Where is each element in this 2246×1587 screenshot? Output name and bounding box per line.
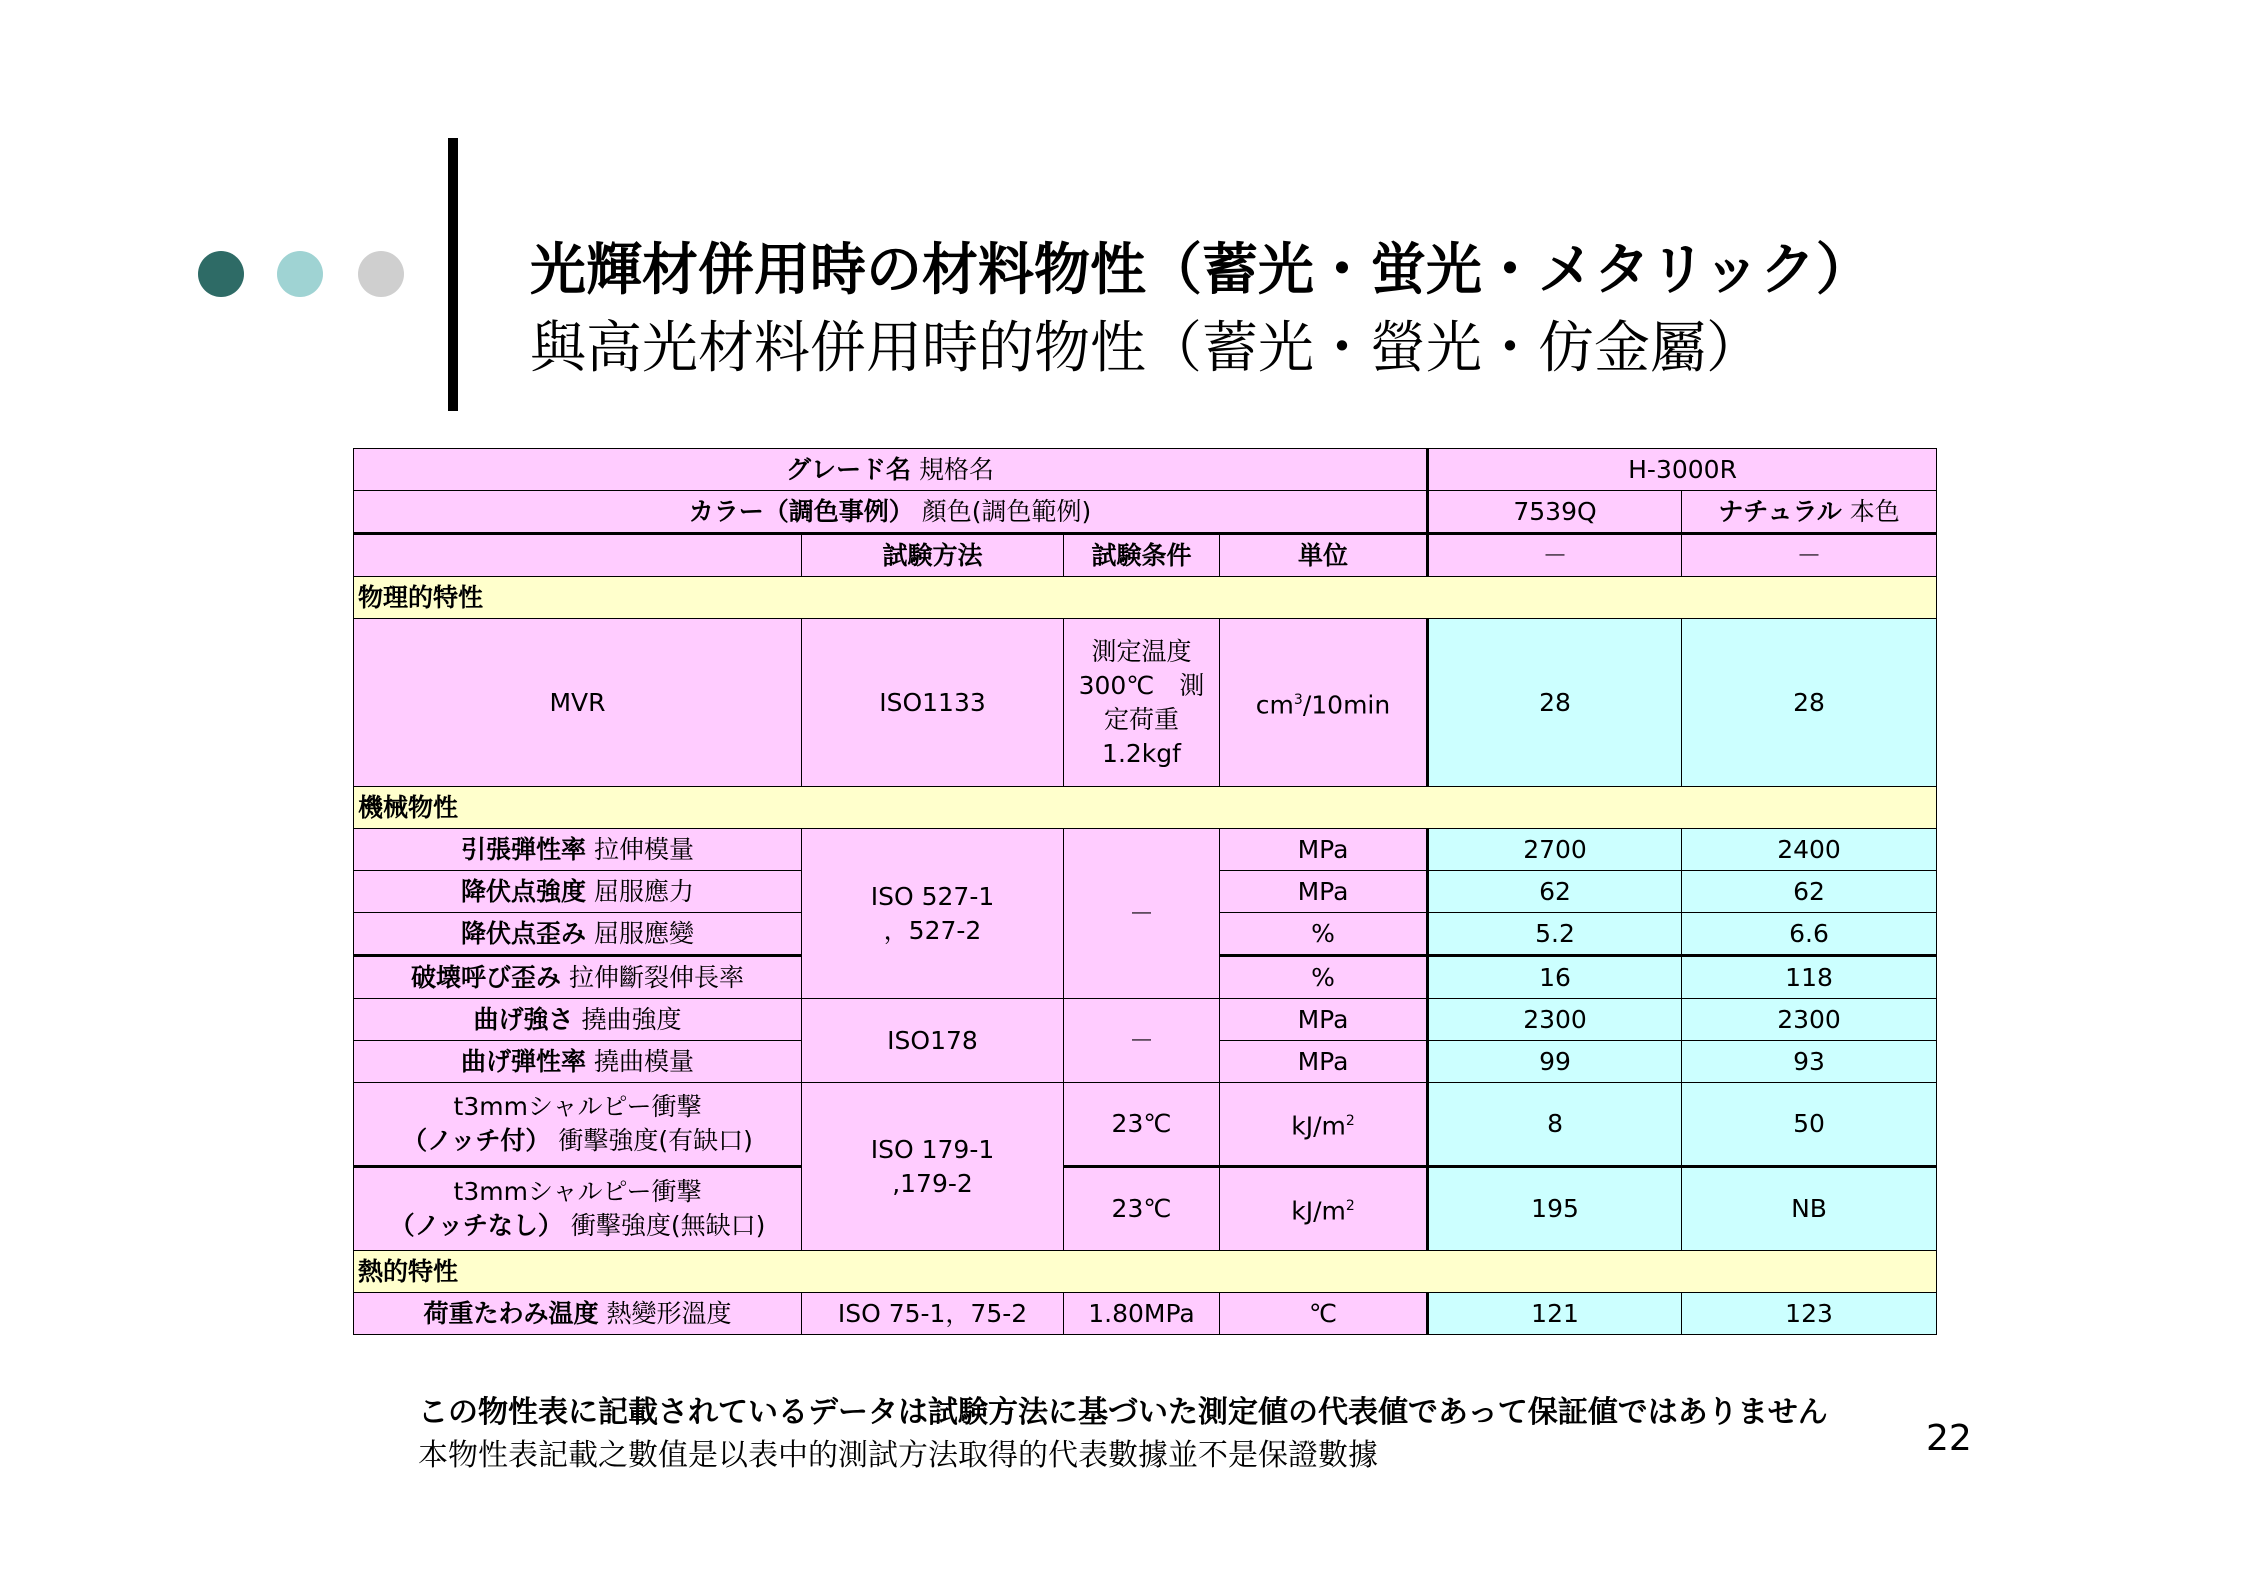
mvr-method: ISO1133	[802, 619, 1064, 787]
color-label: カラー（調色事例） 顏色(調色範例)	[354, 491, 1428, 534]
footnote-chinese: 本物性表記載之數值是以表中的測試方法取得的代表數據並不是保證數據	[418, 1438, 1378, 1473]
property-name: 曲げ強さ 撓曲強度	[354, 999, 802, 1041]
charpy-method: ISO 179-1 ,179-2	[802, 1083, 1064, 1251]
property-name: 曲げ弾性率 撓曲模量	[354, 1041, 802, 1083]
condition: 23℃	[1064, 1083, 1220, 1167]
table-row	[354, 999, 1937, 1041]
title-chinese: 與高光材料併用時的物性（蓄光・螢光・仿金屬）	[530, 316, 1762, 381]
table-row-charpy-unnotched	[354, 1167, 1937, 1251]
property-name: 引張弾性率 拉伸模量	[354, 829, 802, 871]
section-mechanical	[354, 787, 1937, 829]
condition: 23℃	[1064, 1167, 1220, 1251]
value-1: 8	[1428, 1083, 1682, 1167]
footnote-japanese: この物性表に記載されているデータは試験方法に基づいた測定値の代表値であって保証値ではありません	[418, 1395, 1828, 1430]
flex-method: ISO178	[802, 999, 1064, 1083]
value-2: 62	[1682, 871, 1937, 913]
unit: MPa	[1220, 829, 1428, 871]
value-1: 2700	[1428, 829, 1682, 871]
table-row-charpy-notched	[354, 1083, 1937, 1167]
value-2: 2300	[1682, 999, 1937, 1041]
light-teal-dot	[277, 251, 323, 297]
value-1: 5.2	[1428, 913, 1682, 956]
value-2: 118	[1682, 956, 1937, 999]
value-1: 121	[1428, 1293, 1682, 1335]
gray-dot	[358, 251, 404, 297]
property-name: 破壊呼び歪み 拉伸斷裂伸長率	[354, 956, 802, 999]
property-name: t3mmシャルピー衝撃 （ノッチ付） 衝擊強度(有缺口)	[354, 1083, 802, 1167]
value-2: 93	[1682, 1041, 1937, 1083]
property-name: t3mmシャルピー衝撃 （ノッチなし） 衝擊強度(無缺口)	[354, 1167, 802, 1251]
unit: %	[1220, 913, 1428, 956]
header-unit: 単位	[1220, 534, 1428, 577]
grade-row	[354, 449, 1937, 491]
mvr-value-1: 28	[1428, 619, 1682, 787]
property-name: 荷重たわみ温度 熱變形溫度	[354, 1293, 802, 1335]
properties-table	[353, 448, 1937, 1335]
unit: %	[1220, 956, 1428, 999]
unit: MPa	[1220, 871, 1428, 913]
mvr-condition: 測定温度 300℃ 測 定荷重 1.2kgf	[1064, 619, 1220, 787]
table-row	[354, 829, 1937, 871]
mvr-value-2: 28	[1682, 619, 1937, 787]
section-physical	[354, 577, 1937, 619]
value-1: 62	[1428, 871, 1682, 913]
unit: $kJ/m^2$	[1220, 1167, 1428, 1251]
flex-condition: －	[1064, 999, 1220, 1083]
value-1: 2300	[1428, 999, 1682, 1041]
column-header-row	[354, 534, 1937, 577]
tensile-method: ISO 527-1 ，527-2	[802, 829, 1064, 999]
unit: ℃	[1220, 1293, 1428, 1335]
value-2: NB	[1682, 1167, 1937, 1251]
title-divider-bar	[448, 138, 458, 411]
dark-teal-dot	[198, 251, 244, 297]
property-name: 降伏点強度 屈服應力	[354, 871, 802, 913]
color-row	[354, 491, 1937, 534]
table-row-hdt	[354, 1293, 1937, 1335]
header-condition: 試験条件	[1064, 534, 1220, 577]
table-row-mvr	[354, 619, 1937, 787]
value-2: 123	[1682, 1293, 1937, 1335]
unit: $kJ/m^2$	[1220, 1083, 1428, 1167]
header-method: 試験方法	[802, 534, 1064, 577]
mvr-unit: $cm^3/10\min$	[1220, 619, 1428, 787]
tensile-condition: －	[1064, 829, 1220, 999]
title-japanese: 光輝材併用時の材料物性（蓄光・蛍光・メタリック）	[530, 238, 1872, 303]
condition: 1.80MPa	[1064, 1293, 1220, 1335]
grade-label: グレード名 規格名	[354, 449, 1428, 491]
color-7539q: 7539Q	[1428, 491, 1682, 534]
unit: MPa	[1220, 1041, 1428, 1083]
value-1: 195	[1428, 1167, 1682, 1251]
section-label: 熱的特性	[354, 1251, 1937, 1293]
section-label: 物理的特性	[354, 577, 1937, 619]
value-2: 2400	[1682, 829, 1937, 871]
property-name: 降伏点歪み 屈服應變	[354, 913, 802, 956]
section-thermal	[354, 1251, 1937, 1293]
page-number: 22	[1926, 1418, 1972, 1459]
header-dash-1: －	[1428, 534, 1682, 577]
value-1: 16	[1428, 956, 1682, 999]
color-natural: ナチュラル 本色	[1682, 491, 1937, 534]
unit: MPa	[1220, 999, 1428, 1041]
value-1: 99	[1428, 1041, 1682, 1083]
value-2: 6.6	[1682, 913, 1937, 956]
section-label: 機械物性	[354, 787, 1937, 829]
method: ISO 75-1，75-2	[802, 1293, 1064, 1335]
header-empty	[354, 534, 802, 577]
grade-value: H-3000R	[1428, 449, 1937, 491]
header-dash-2: －	[1682, 534, 1937, 577]
mvr-name: MVR	[354, 619, 802, 787]
value-2: 50	[1682, 1083, 1937, 1167]
